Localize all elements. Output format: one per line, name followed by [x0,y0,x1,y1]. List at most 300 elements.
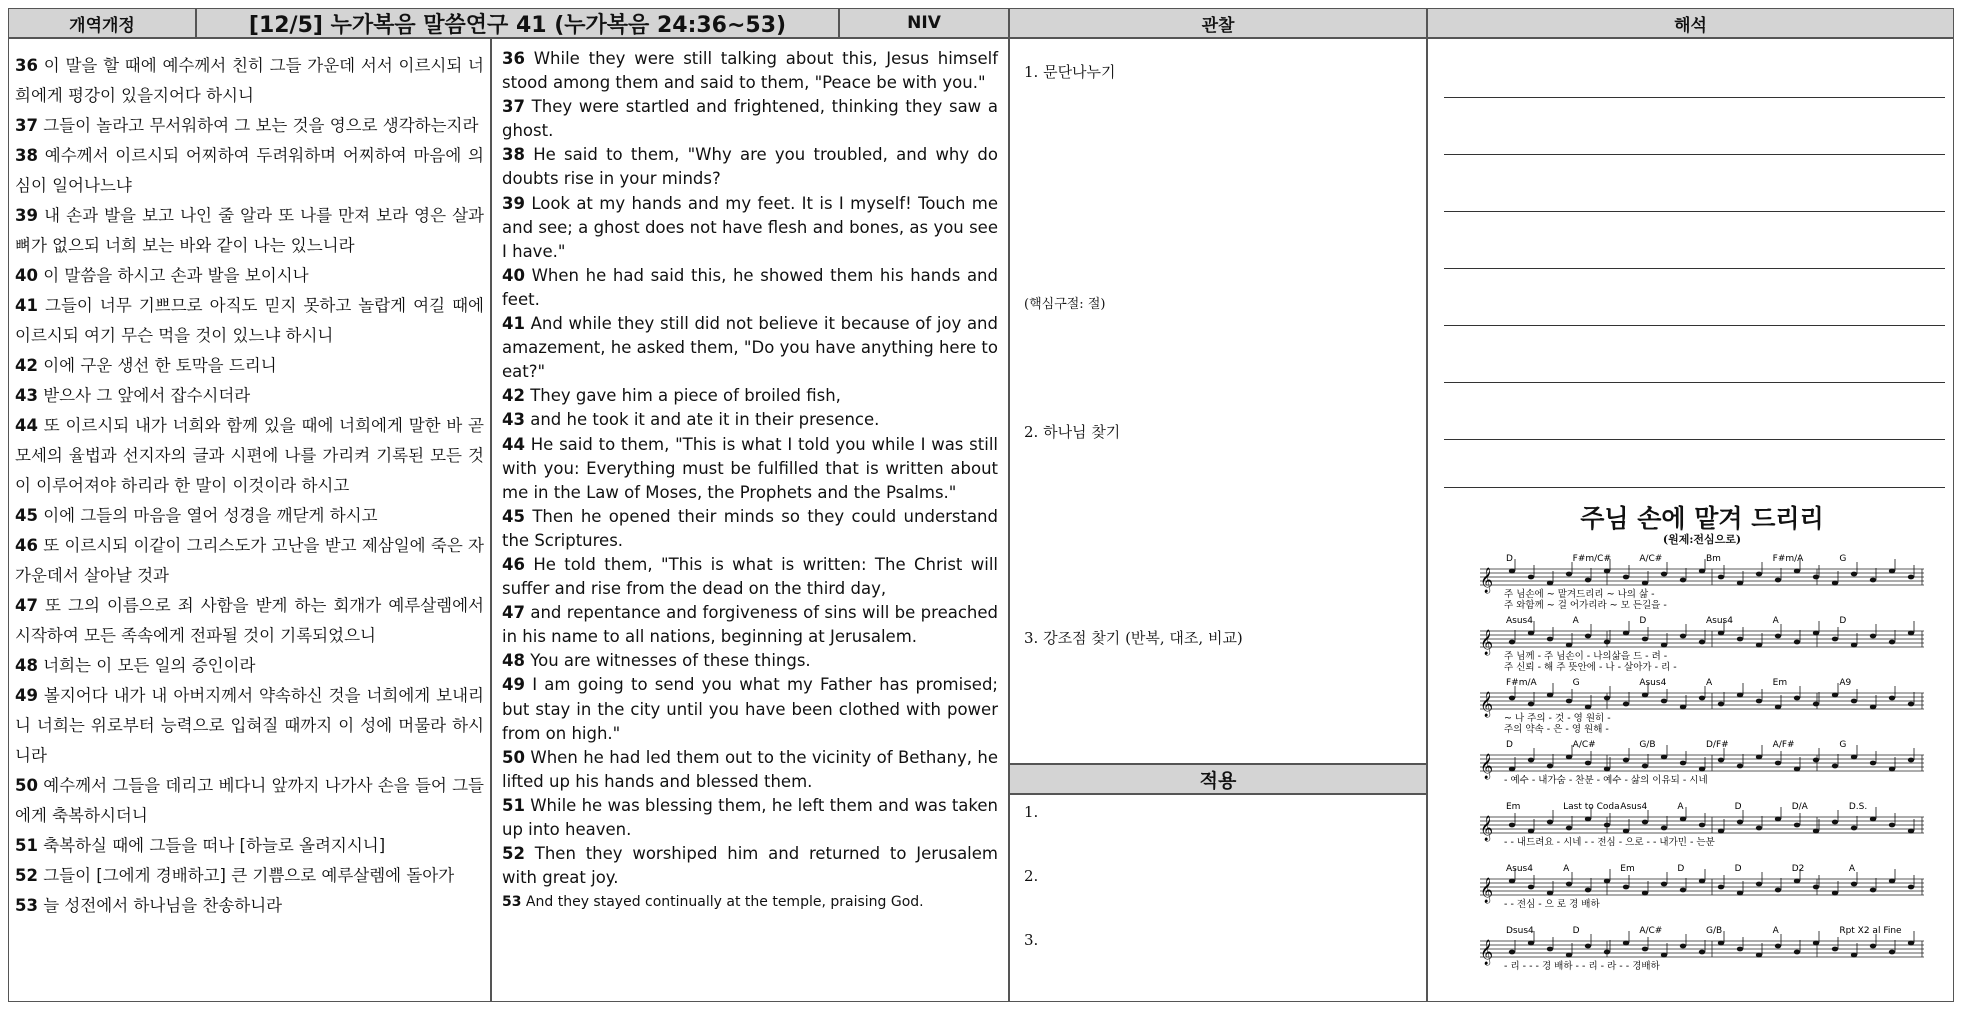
note-head [1775,705,1781,710]
note-head [1509,950,1515,955]
note-head [1509,696,1515,701]
application-item-3: 3. [1024,931,1039,949]
note-head [1870,888,1876,893]
note-head [1642,947,1648,952]
chord-symbol: G/B [1706,926,1723,936]
note-head [1680,578,1686,583]
note-head [1528,829,1534,834]
note-head [1756,572,1762,577]
lyric-line: - 예수 - 내가숨 - 찬분 - 예수 - 삶의 이유되 - 시네 [1504,775,1708,786]
note-head [1794,879,1800,884]
writing-line [1444,268,1945,269]
page-title: [12/5] 누가복음 말씀연구 41 (누가복음 24:36~53) [196,8,839,38]
lyric-line: - - 전심 - 으 로 경 배하 [1504,899,1600,910]
writing-line [1444,325,1945,326]
note-head [1585,578,1591,583]
note-head [1547,947,1553,952]
verse-number: 48 [502,651,525,671]
verse [502,553,998,601]
verse [502,312,998,384]
note-head [1851,755,1857,760]
chord-symbol: Bm [1706,554,1721,564]
verse-text: He told them, "This is what is written: The Christ will suffer and rise from the dead on the third day, [502,554,998,599]
application-panel [1009,794,1427,1002]
note-head [1737,764,1743,769]
note-head [1737,891,1743,896]
note-head [1699,640,1705,645]
verse-number: 44 [502,434,525,454]
note-head [1680,761,1686,766]
note-head [1604,950,1610,955]
observation-step-1: 1. 문단나누기 [1024,63,1116,81]
verse-text: When he had led them out to the vicinity of Bethany, he lifted up his hands and blessed them. [502,747,998,791]
verse-text: 너희는 이 모든 일의 증인이라 [37,656,256,675]
verse [502,95,998,143]
chord-symbol: G/B [1639,740,1656,750]
note-head [1851,953,1857,958]
note-head [1604,767,1610,772]
writing-line [1444,439,1945,440]
note-head [1566,882,1572,887]
note-head [1870,705,1876,710]
verse-text: 예수께서 이르시되 어찌하여 두려워하며 어찌하여 마음에 의심이 일어나느냐 [15,146,484,195]
verse-text: Look at my hands and my feet. It is I myself! Touch me and see; a ghost does not have flesh and bones, as you see I have." [502,193,998,261]
note-head [1699,950,1705,955]
chord-symbol: A [1772,616,1779,626]
note-head [1756,699,1762,704]
note-head [1737,637,1743,642]
verse-number: 49 [15,686,38,705]
note-head [1775,817,1781,822]
observation-panel [1009,38,1427,764]
note-head [1623,941,1629,946]
note-head [1680,634,1686,639]
writing-line [1444,97,1945,98]
note-head [1604,569,1610,574]
verse-number: 50 [502,747,525,767]
lyric-line: 주 와함께 ~ 걸 어가리라 ~ 모 든길을 - [1504,600,1667,611]
verse-number: 45 [15,506,38,525]
note-head [1908,941,1914,946]
verse-text: 그들이 너무 기쁘므로 아직도 믿지 못하고 놀랍게 여길 때에 이르시되 여기 무슨 먹을 것이 있느냐 하시니 [15,296,484,345]
note-head [1547,891,1553,896]
note-head [1889,640,1895,645]
verse [502,890,998,914]
chord-symbol: Last to Coda [1563,802,1620,812]
note-head [1813,941,1819,946]
note-head [1756,755,1762,760]
note-head [1509,767,1515,772]
song-subtitle: (원제:전심으로) [1662,533,1742,546]
verse [15,201,484,261]
note-head [1642,820,1648,825]
note-head [1889,823,1895,828]
note-head [1604,823,1610,828]
lyric-line: 주 신뢰 - 해 주 뜻안에 - 나 - 살아가 - 리 - [1504,662,1677,673]
song-title: 주님 손에 맡겨 드리리 [1580,504,1824,533]
observation-step-2: 2. 하나님 찾기 [1024,423,1121,441]
chord-symbol: A [1572,616,1579,626]
lyric-line: ~ 나 주의 - 것 - 영 원히 - [1504,713,1611,724]
note-head [1718,829,1724,834]
chord-symbol: D [1572,926,1580,936]
chord-symbol: A [1848,864,1856,874]
verse-number: 48 [15,656,38,675]
verse-number: 46 [502,554,525,574]
note-head [1642,891,1648,896]
verse [15,681,484,771]
verse-number: 40 [502,265,525,285]
note-head [1528,758,1534,763]
note-head [1680,944,1686,949]
chord-symbol: D [1506,554,1513,564]
note-head [1623,758,1629,763]
note-head [1718,758,1724,763]
verse-number: 42 [15,356,38,375]
verse [15,381,484,411]
note-head [1661,755,1667,760]
note-head [1908,631,1914,636]
note-head [1699,879,1705,884]
verse-number: 41 [15,296,38,315]
verse [502,794,998,842]
chord-symbol: G [1839,740,1847,750]
note-head [1794,569,1800,574]
chord-symbol: Em [1620,864,1635,874]
note-head [1813,702,1819,707]
note-head [1699,696,1705,701]
note-head [1661,572,1667,577]
verse [15,141,484,201]
note-head [1566,953,1572,958]
verse-text: 늘 성전에서 하나님을 찬송하니라 [37,896,283,915]
verse-number: 44 [15,416,38,435]
verse [502,143,998,191]
verse-number: 43 [502,410,525,430]
verse-text: I am going to send you what my Father has promised; but stay in the city until you have been clothed with power from on high." [502,675,998,743]
chord-symbol: A9 [1839,678,1852,688]
chord-symbol: A [1563,864,1570,874]
verse [15,831,484,861]
verse [502,192,998,264]
verse-number: 36 [502,49,525,68]
verse-number: 46 [15,536,38,555]
verse-text: You are witnesses of these things. [524,651,811,671]
chord-symbol: A [1677,802,1684,812]
verse-number: 51 [15,836,38,855]
note-head [1832,764,1838,769]
verse-text: 그들이 놀라고 무서워하여 그 보는 것을 영으로 생각하는지라 [37,116,479,135]
chord-symbol: Asus4 [1620,802,1648,812]
niv-header: NIV [839,8,1009,38]
verse-text: and he took it and ate it in their presence. [524,410,880,430]
note-head [1851,643,1857,648]
chord-symbol: Rpt X2 al Fine [1839,926,1902,936]
version-header: 개역개정 [8,8,196,38]
note-head [1623,575,1629,580]
verse-number: 51 [502,795,525,815]
note-head [1566,643,1572,648]
note-head [1642,764,1648,769]
note-head [1566,826,1572,831]
interpretation-panel [1427,38,1954,1002]
note-head [1870,817,1876,822]
score-staves [1472,499,1932,995]
note-head [1528,885,1534,890]
verse-text: And they stayed continually at the temple, praising God. [521,894,924,911]
chord-symbol: F#m/A [1506,678,1537,688]
note-head [1680,705,1686,710]
note-head [1661,699,1667,704]
verse-number: 53 [502,894,522,911]
note-head [1737,820,1743,825]
note-head [1604,640,1610,645]
verse-text: He said to them, "This is what I told you while I was still with you: Everything must be fulfilled that is written about me in the Law of Moses, the Prophets and the Psalms." [502,434,998,502]
application-item-2: 2. [1024,867,1039,885]
chord-symbol: D [1734,864,1742,874]
note-head [1908,758,1914,763]
note-head [1908,829,1914,834]
note-head [1737,581,1743,586]
verse-number: 37 [502,97,525,117]
verse-text: 예수께서 그들을 데리고 베다니 앞까지 나가사 손을 들어 그들에게 축복하시더니 [15,776,484,825]
english-text-column [491,38,1009,1002]
verse-text: 이에 그들의 마음을 열어 성경을 깨닫게 하시고 [37,506,378,525]
verse-text: They gave him a piece of broiled fish, [524,386,841,406]
verse-number: 39 [15,206,38,225]
lyric-line: 주의 약속 - 은 - 영 원해 - [1504,724,1609,735]
verse-number: 42 [502,386,525,406]
note-head [1870,761,1876,766]
verse [502,649,998,673]
note-head [1661,953,1667,958]
note-head [1889,767,1895,772]
note-head [1813,631,1819,636]
verse-number: 47 [502,603,525,623]
verse-text: 이 말씀을 하시고 손과 발을 보이시나 [37,266,309,285]
treble-clef: 𝄞 [1480,754,1494,779]
treble-clef: 𝄞 [1480,816,1494,841]
note-head [1623,631,1629,636]
verse-text: 내 손과 발을 보고 나인 줄 알라 또 나를 만져 보라 영은 살과 뼈가 없으되 너희 보는 바와 같이 나는 있느니라 [15,206,484,255]
note-head [1642,693,1648,698]
note-head [1623,829,1629,834]
note-head [1680,888,1686,893]
note-head [1794,696,1800,701]
note-head [1509,879,1515,884]
note-head [1756,953,1762,958]
note-head [1775,578,1781,583]
note-head [1813,885,1819,890]
note-head [1756,826,1762,831]
note-head [1794,767,1800,772]
verse [502,842,998,890]
note-head [1566,572,1572,577]
chord-symbol: D/A [1791,802,1808,812]
note-head [1699,767,1705,772]
note-head [1832,693,1838,698]
note-head [1547,581,1553,586]
verse [502,433,998,505]
note-head [1851,699,1857,704]
chord-symbol: D [1734,802,1742,812]
note-head [1623,702,1629,707]
note-head [1870,578,1876,583]
verse-text: 이 말을 할 때에 예수께서 친히 그들 가운데 서서 이르시되 너희에게 평강이 있을지어다 하시니 [15,56,484,105]
note-head [1661,882,1667,887]
note-head [1642,581,1648,586]
note-head [1813,758,1819,763]
note-head [1642,637,1648,642]
note-head [1718,631,1724,636]
sheet-music [1472,499,1932,995]
verse-number: 52 [502,844,525,864]
chord-symbol: D/F# [1706,740,1729,750]
note-head [1528,702,1534,707]
writing-line [1444,154,1945,155]
note-head [1908,575,1914,580]
note-head [1832,891,1838,896]
chord-symbol: Em [1506,802,1521,812]
note-head [1585,705,1591,710]
chord-symbol: Asus4 [1506,616,1533,626]
lyric-line: 주 님께 - 주 님손이 - 나의삶을 드 - 려 - [1504,651,1668,662]
verse-number: 45 [502,506,525,526]
chord-symbol: D [1677,864,1685,874]
note-head [1832,581,1838,586]
verse-text: While they were still talking about this, Jesus himself stood among them and said to them, "Peace be with you." [502,49,998,93]
verse-text: 볼지어다 내가 내 아버지께서 약속하신 것을 너희에게 보내리니 너희는 위로부터 능력으로 입혀질 때까지 이 성에 머물라 하시니라 [15,686,484,765]
verse [15,501,484,531]
note-head [1851,882,1857,887]
verse-text: He said to them, "Why are you troubled, and why do doubts rise in your minds? [502,145,998,189]
lyric-line: - 리 - - - 경 배하 - - 리 - 라 - - 경배하 [1504,961,1660,972]
chord-symbol: A/C# [1639,926,1663,936]
verse-number: 47 [15,596,38,615]
note-head [1794,640,1800,645]
note-head [1889,569,1895,574]
note-head [1699,569,1705,574]
verse [15,111,484,141]
verse-text: 그들이 [그에게 경배하고] 큰 기쁨으로 예루살렘에 돌아가 [37,866,455,885]
chord-symbol: A [1706,678,1713,688]
note-head [1680,817,1686,822]
note-head [1813,829,1819,834]
note-head [1528,575,1534,580]
lyric-line: - - 내드려요 - 시네 - - 전심 - 으로 - - 내가민 - 는분 [1504,837,1715,848]
verse-number: 50 [15,776,38,795]
application-item-1: 1. [1024,803,1039,821]
verse [502,47,998,95]
chord-symbol: Asus4 [1639,678,1667,688]
verse [15,411,484,501]
verse-text: When he had said this, he showed them his hands and feet. [502,265,998,309]
korean-text-column [8,38,491,1002]
note-head [1604,879,1610,884]
chord-symbol: Asus4 [1506,864,1533,874]
verse [15,891,484,921]
note-head [1623,885,1629,890]
note-head [1794,823,1800,828]
note-head [1661,643,1667,648]
chord-symbol: G [1839,554,1847,564]
verse-text: 또 이르시되 내가 너희와 함께 있을 때에 너희에게 말한 바 곧 모세의 율법과 선지자의 글과 시편에 나를 가리켜 기록된 모든 것이 이루어져야 하리라 한 말이 이것이라 하시고 [15,416,484,495]
treble-clef: 𝄞 [1480,692,1494,717]
verse-text: While he was blessing them, he left them and was taken up into heaven. [502,795,998,839]
note-head [1832,820,1838,825]
note-head [1528,631,1534,636]
chord-symbol: D2 [1791,864,1805,874]
note-head [1509,640,1515,645]
writing-line [1444,211,1945,212]
note-head [1585,888,1591,893]
verse-text: 축복하실 때에 그들을 떠나 [하늘로 올려지시니] [37,836,386,855]
chord-symbol: Asus4 [1706,616,1733,626]
verse-number: 49 [502,675,525,695]
note-head [1889,696,1895,701]
chord-symbol: F#m/C# [1572,554,1612,564]
application-header: 적용 [1009,764,1427,794]
chord-symbol: A/F# [1772,740,1795,750]
note-head [1585,817,1591,822]
note-head [1908,702,1914,707]
chord-symbol: F#m/A [1772,554,1804,564]
note-head [1566,699,1572,704]
verse [15,771,484,831]
note-head [1547,637,1553,642]
chord-symbol: D [1839,616,1847,626]
writing-line [1444,382,1945,383]
verse-number: 39 [502,193,525,213]
chord-symbol: A/C# [1639,554,1663,564]
note-head [1509,823,1515,828]
note-head [1661,826,1667,831]
observation-step-3: 3. 강조점 찾기 (반복, 대조, 비교) [1024,629,1243,647]
treble-clef: 𝄞 [1480,940,1494,965]
verse [15,651,484,681]
verse-text: They were startled and frightened, thinking they saw a ghost. [502,97,998,141]
note-head [1547,764,1553,769]
verse-number: 53 [15,896,38,915]
verse-text: 또 이르시되 이같이 그리스도가 고난을 받고 제삼일에 죽은 자 가운데서 살아날 것과 [15,536,484,585]
chord-symbol: Dsus4 [1506,926,1534,936]
verse-number: 41 [502,314,525,334]
note-head [1813,575,1819,580]
interpretation-header: 해석 [1427,8,1954,38]
note-head [1604,696,1610,701]
note-head [1851,572,1857,577]
verse-number: 52 [15,866,38,885]
note-head [1737,947,1743,952]
note-head [1585,944,1591,949]
verse [502,746,998,794]
note-head [1832,947,1838,952]
note-head [1870,634,1876,639]
chord-symbol: A [1772,926,1779,936]
verse-number: 43 [15,386,38,405]
chord-symbol: D [1506,740,1513,750]
note-head [1699,823,1705,828]
note-head [1718,941,1724,946]
verse [502,505,998,553]
verse [502,264,998,312]
verse-text: Then he opened their minds so they could understand the Scriptures. [502,506,998,550]
verse [15,51,484,111]
verse [15,531,484,591]
note-head [1509,569,1515,574]
treble-clef: 𝄞 [1480,568,1494,593]
note-head [1889,879,1895,884]
